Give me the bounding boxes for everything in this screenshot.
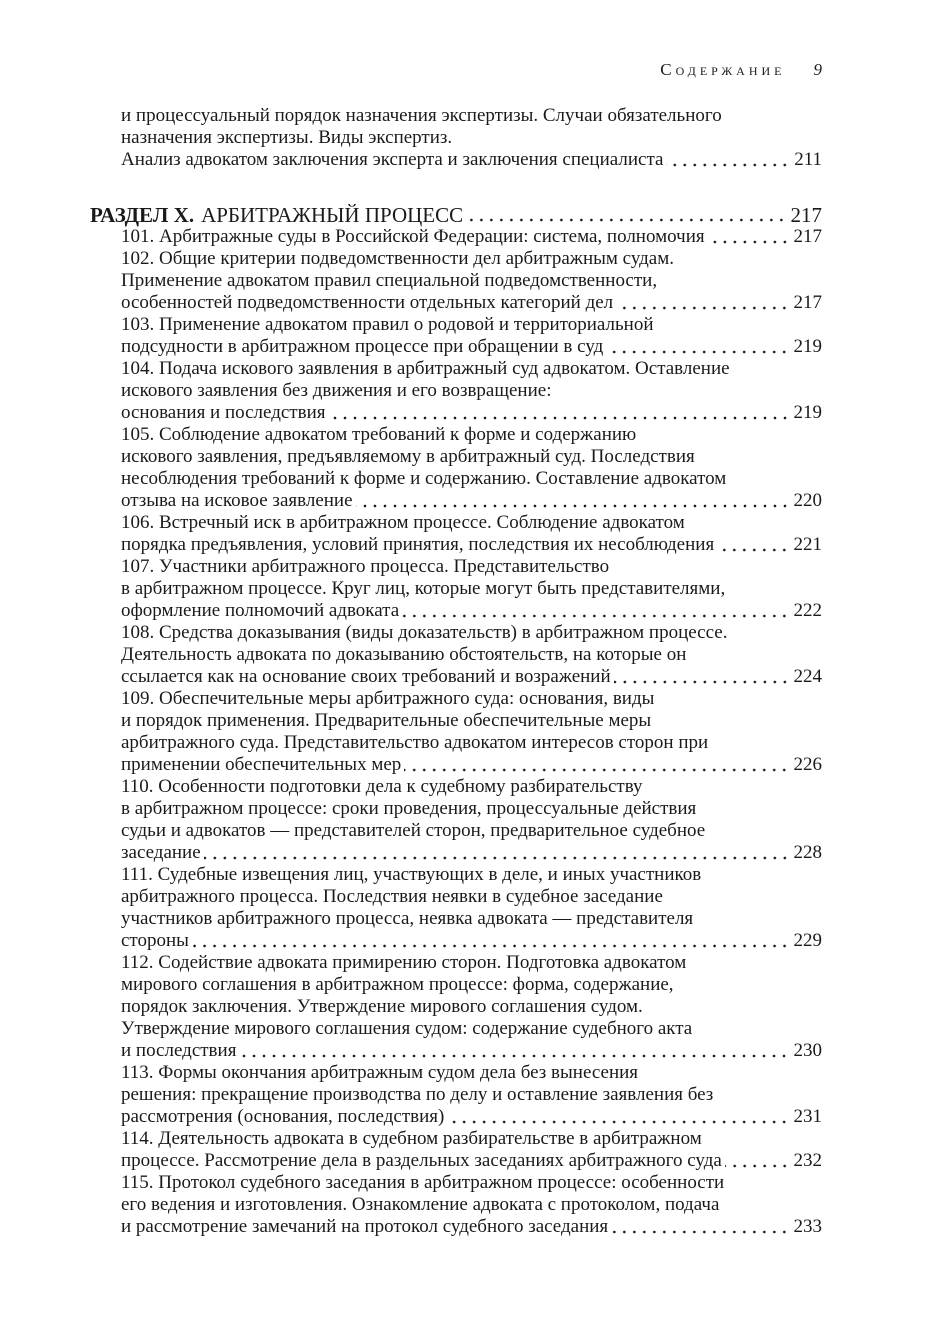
toc-line [90, 446, 822, 468]
toc-entry-text: судьи и адвокатов — представителей сторон, предварительное судебное [121, 820, 706, 841]
toc-entry-text: и последствия [121, 1040, 237, 1061]
toc-line [90, 127, 822, 149]
toc-line [90, 1084, 822, 1106]
toc-entry-text: заседание [121, 842, 201, 863]
toc-line [90, 754, 822, 776]
dot-leader [606, 336, 789, 358]
dot-leader [466, 204, 786, 226]
toc-entry-text: 112. Содействие адвоката примирению сторон. Подготовка адвокатом [121, 952, 687, 973]
toc-line [90, 270, 822, 292]
toc-entry-page-number: 217 [793, 226, 822, 247]
toc-entry-text: ссылается как на основание своих требований и возражений [121, 666, 611, 687]
toc-entry-text: и рассмотрение замечаний на протокол судебного заседания [121, 1216, 609, 1237]
toc-line [90, 644, 822, 666]
toc-entry-text: в арбитражном процессе. Круг лиц, которые могут быть представителями, [121, 578, 726, 599]
dot-leader [204, 842, 790, 864]
toc-line [90, 292, 822, 314]
toc-entry-text: участников арбитражного процесса, неявка адвоката — представителя [121, 908, 694, 929]
dot-leader [614, 666, 790, 688]
toc-entry-text: особенностей подведомственности отдельных категорий дел [121, 292, 614, 313]
toc-entry-page-number: 230 [793, 1040, 822, 1061]
dot-leader [402, 600, 789, 622]
toc-line [90, 1150, 822, 1172]
toc-line [90, 1128, 822, 1150]
toc-entry-page-number: 222 [793, 600, 822, 621]
toc-entry-page-number: 231 [793, 1106, 822, 1127]
toc-line [90, 1018, 822, 1040]
running-head-title: Содержание [660, 60, 786, 79]
toc-line [90, 1106, 822, 1128]
toc-line [90, 930, 822, 952]
toc-entry-page-number: 219 [793, 336, 822, 357]
toc-line [90, 622, 822, 644]
toc-entry-page-number: 229 [793, 930, 822, 951]
toc-entry-text: искового заявления, предъявляемому в арбитражный суд. Последствия [121, 446, 695, 467]
toc-entry-text: в арбитражном процессе: сроки проведения, процессуальные действия [121, 798, 697, 819]
toc-entry-page-number: 232 [793, 1150, 822, 1171]
toc-entry-text: 115. Протокол судебного заседания в арбитражном процессе: особенности [121, 1172, 725, 1193]
toc-entry-text: 114. Деятельность адвоката в судебном разбирательстве в арбитражном [121, 1128, 702, 1149]
toc-line [90, 710, 822, 732]
toc-entry-text: оформление полномочий адвоката [121, 600, 400, 621]
toc-line [90, 534, 822, 556]
toc-entry-text: 102. Общие критерии подведомственности дел арбитражным судам. [121, 248, 675, 269]
toc-entry-text: его ведения и изготовления. Ознакомление адвоката с протоколом, подача [121, 1194, 720, 1215]
toc-line [90, 996, 822, 1018]
toc-line [90, 666, 822, 688]
toc-entry-page-number: 219 [793, 402, 822, 423]
toc-entry-text: 106. Встречный иск в арбитражном процессе. Соблюдение адвокатом [121, 512, 685, 533]
toc-entry-page-number: 217 [790, 203, 822, 227]
toc-line [90, 952, 822, 974]
toc-entry-text: 113. Формы окончания арбитражным судом дела без вынесения [121, 1062, 639, 1083]
toc-line [90, 226, 822, 248]
toc-entry-text: 109. Обеспечительные меры арбитражного суда: основания, виды [121, 688, 655, 709]
toc-entry-text: Применение адвокатом правил специальной подведомственности, [121, 270, 658, 291]
toc-entry-text: применении обеспечительных мер [121, 754, 402, 775]
toc-entry-text: искового заявления без движения и его возвращение: [121, 380, 552, 401]
toc-line [90, 512, 822, 534]
toc-entry-text: 103. Применение адвокатом правил о родовой и территориальной [121, 314, 654, 335]
toc-entry-page-number: 226 [793, 754, 822, 775]
toc-entry-page-number: 221 [793, 534, 822, 555]
toc-line [90, 578, 822, 600]
toc-line [90, 688, 822, 710]
toc-entry-text: несоблюдения требований к форме и содержанию. Составление адвокатом [121, 468, 727, 489]
toc-line [90, 1040, 822, 1062]
section-label: РАЗДЕЛ X. [90, 203, 195, 227]
toc-entry-text: арбитражного суда. Представительство адвокатом интересов сторон при [121, 732, 709, 753]
toc-entry-text: решения: прекращение производства по делу и оставление заявления без [121, 1084, 714, 1105]
toc-line [90, 864, 822, 886]
page-content [90, 60, 822, 1238]
toc-line [90, 600, 822, 622]
toc-line [90, 556, 822, 578]
toc-line [90, 149, 822, 171]
toc-entry-text: Утверждение мирового соглашения судом: содержание судебного акта [121, 1018, 693, 1039]
toc-entry-text: 108. Средства доказывания (виды доказательств) в арбитражном процессе. [121, 622, 728, 643]
dot-leader [725, 1150, 790, 1172]
toc-entry-text: назначения экспертизы. Виды экспертиз. [121, 127, 453, 148]
toc-line [90, 776, 822, 798]
toc-line [90, 314, 822, 336]
toc-line [90, 424, 822, 446]
toc-entry-text: процессе. Рассмотрение дела в раздельных заседаниях арбитражного суда [121, 1150, 722, 1171]
toc-entry-page-number: 217 [793, 292, 822, 313]
toc-line [90, 1216, 822, 1238]
toc-entry-text: и порядок применения. Предварительные обеспечительные меры [121, 710, 652, 731]
dot-leader [404, 754, 789, 776]
toc-entry-text: АРБИТРАЖНЫЙ ПРОЦЕСС [201, 203, 464, 227]
toc-line [90, 380, 822, 402]
toc-line [90, 204, 822, 226]
toc-line [90, 105, 822, 127]
toc-line [90, 798, 822, 820]
toc-entry-text: 105. Соблюдение адвокатом требований к форме и содержанию [121, 424, 637, 445]
toc-entry-page-number: 211 [794, 149, 822, 170]
toc-line [90, 732, 822, 754]
toc-line [90, 336, 822, 358]
toc-entry-page-number: 228 [793, 842, 822, 863]
dot-leader [708, 226, 790, 248]
toc-entry-text: 111. Судебные извещения лиц, участвующих в деле, и иных участников [121, 864, 702, 885]
toc-line [90, 820, 822, 842]
toc-line [90, 842, 822, 864]
toc-entry-page-number: 224 [793, 666, 822, 687]
toc-entry-text: Деятельность адвоката по доказыванию обстоятельств, на которые он [121, 644, 687, 665]
dot-leader [717, 534, 789, 556]
dot-leader [329, 402, 790, 424]
toc-line [90, 402, 822, 424]
toc-entry-text: Анализ адвокатом заключения эксперта и заключения специалиста [121, 149, 664, 170]
toc-entry-text: 107. Участники арбитражного процесса. Представительство [121, 556, 610, 577]
toc-entry-text: отзыва на исковое заявление [121, 490, 353, 511]
toc-line [90, 1194, 822, 1216]
dot-leader [616, 292, 789, 314]
dot-leader [666, 149, 790, 171]
toc-line [90, 974, 822, 996]
running-head [90, 60, 822, 80]
toc-line [90, 886, 822, 908]
toc-entry-text: и процессуальный порядок назначения экспертизы. Случаи обязательного [121, 105, 722, 126]
toc-entry-text: мирового соглашения в арбитражном процессе: форма, содержание, [121, 974, 674, 995]
toc-entry-page-number: 233 [793, 1216, 822, 1237]
dot-leader [239, 1040, 789, 1062]
toc-entry-text: порядка предъявления, условий принятия, последствия их несоблюдения [121, 534, 715, 555]
dot-leader [192, 930, 790, 952]
dot-leader [356, 490, 790, 512]
toc-entry-text: рассмотрения (основания, последствия) [121, 1106, 445, 1127]
toc-entry-text: подсудности в арбитражном процессе при обращении в суд [121, 336, 604, 357]
toc-entry-text: арбитражного процесса. Последствия неявки в судебное заседание [121, 886, 663, 907]
toc-entry-text: стороны [121, 930, 189, 951]
toc-line [90, 908, 822, 930]
toc-entry-text: основания и последствия [121, 402, 326, 423]
toc-line [90, 1172, 822, 1194]
running-head-page-number: 9 [813, 60, 822, 79]
dot-leader [447, 1106, 789, 1128]
toc-line [90, 248, 822, 270]
toc-line [90, 468, 822, 490]
dot-leader [611, 1216, 789, 1238]
toc-list [90, 105, 822, 1238]
toc-entry-text: 104. Подача искового заявления в арбитражный суд адвокатом. Оставление [121, 358, 730, 379]
toc-entry-text: порядок заключения. Утверждение мирового соглашения судом. [121, 996, 643, 1017]
toc-line [90, 1062, 822, 1084]
toc-line [90, 490, 822, 512]
toc-entry-page-number: 220 [793, 490, 822, 511]
toc-entry-text: 101. Арбитражные суды в Российской Федерации: система, полномочия [121, 226, 705, 247]
toc-entry-text: 110. Особенности подготовки дела к судебному разбирательству [121, 776, 643, 797]
toc-line [90, 358, 822, 380]
